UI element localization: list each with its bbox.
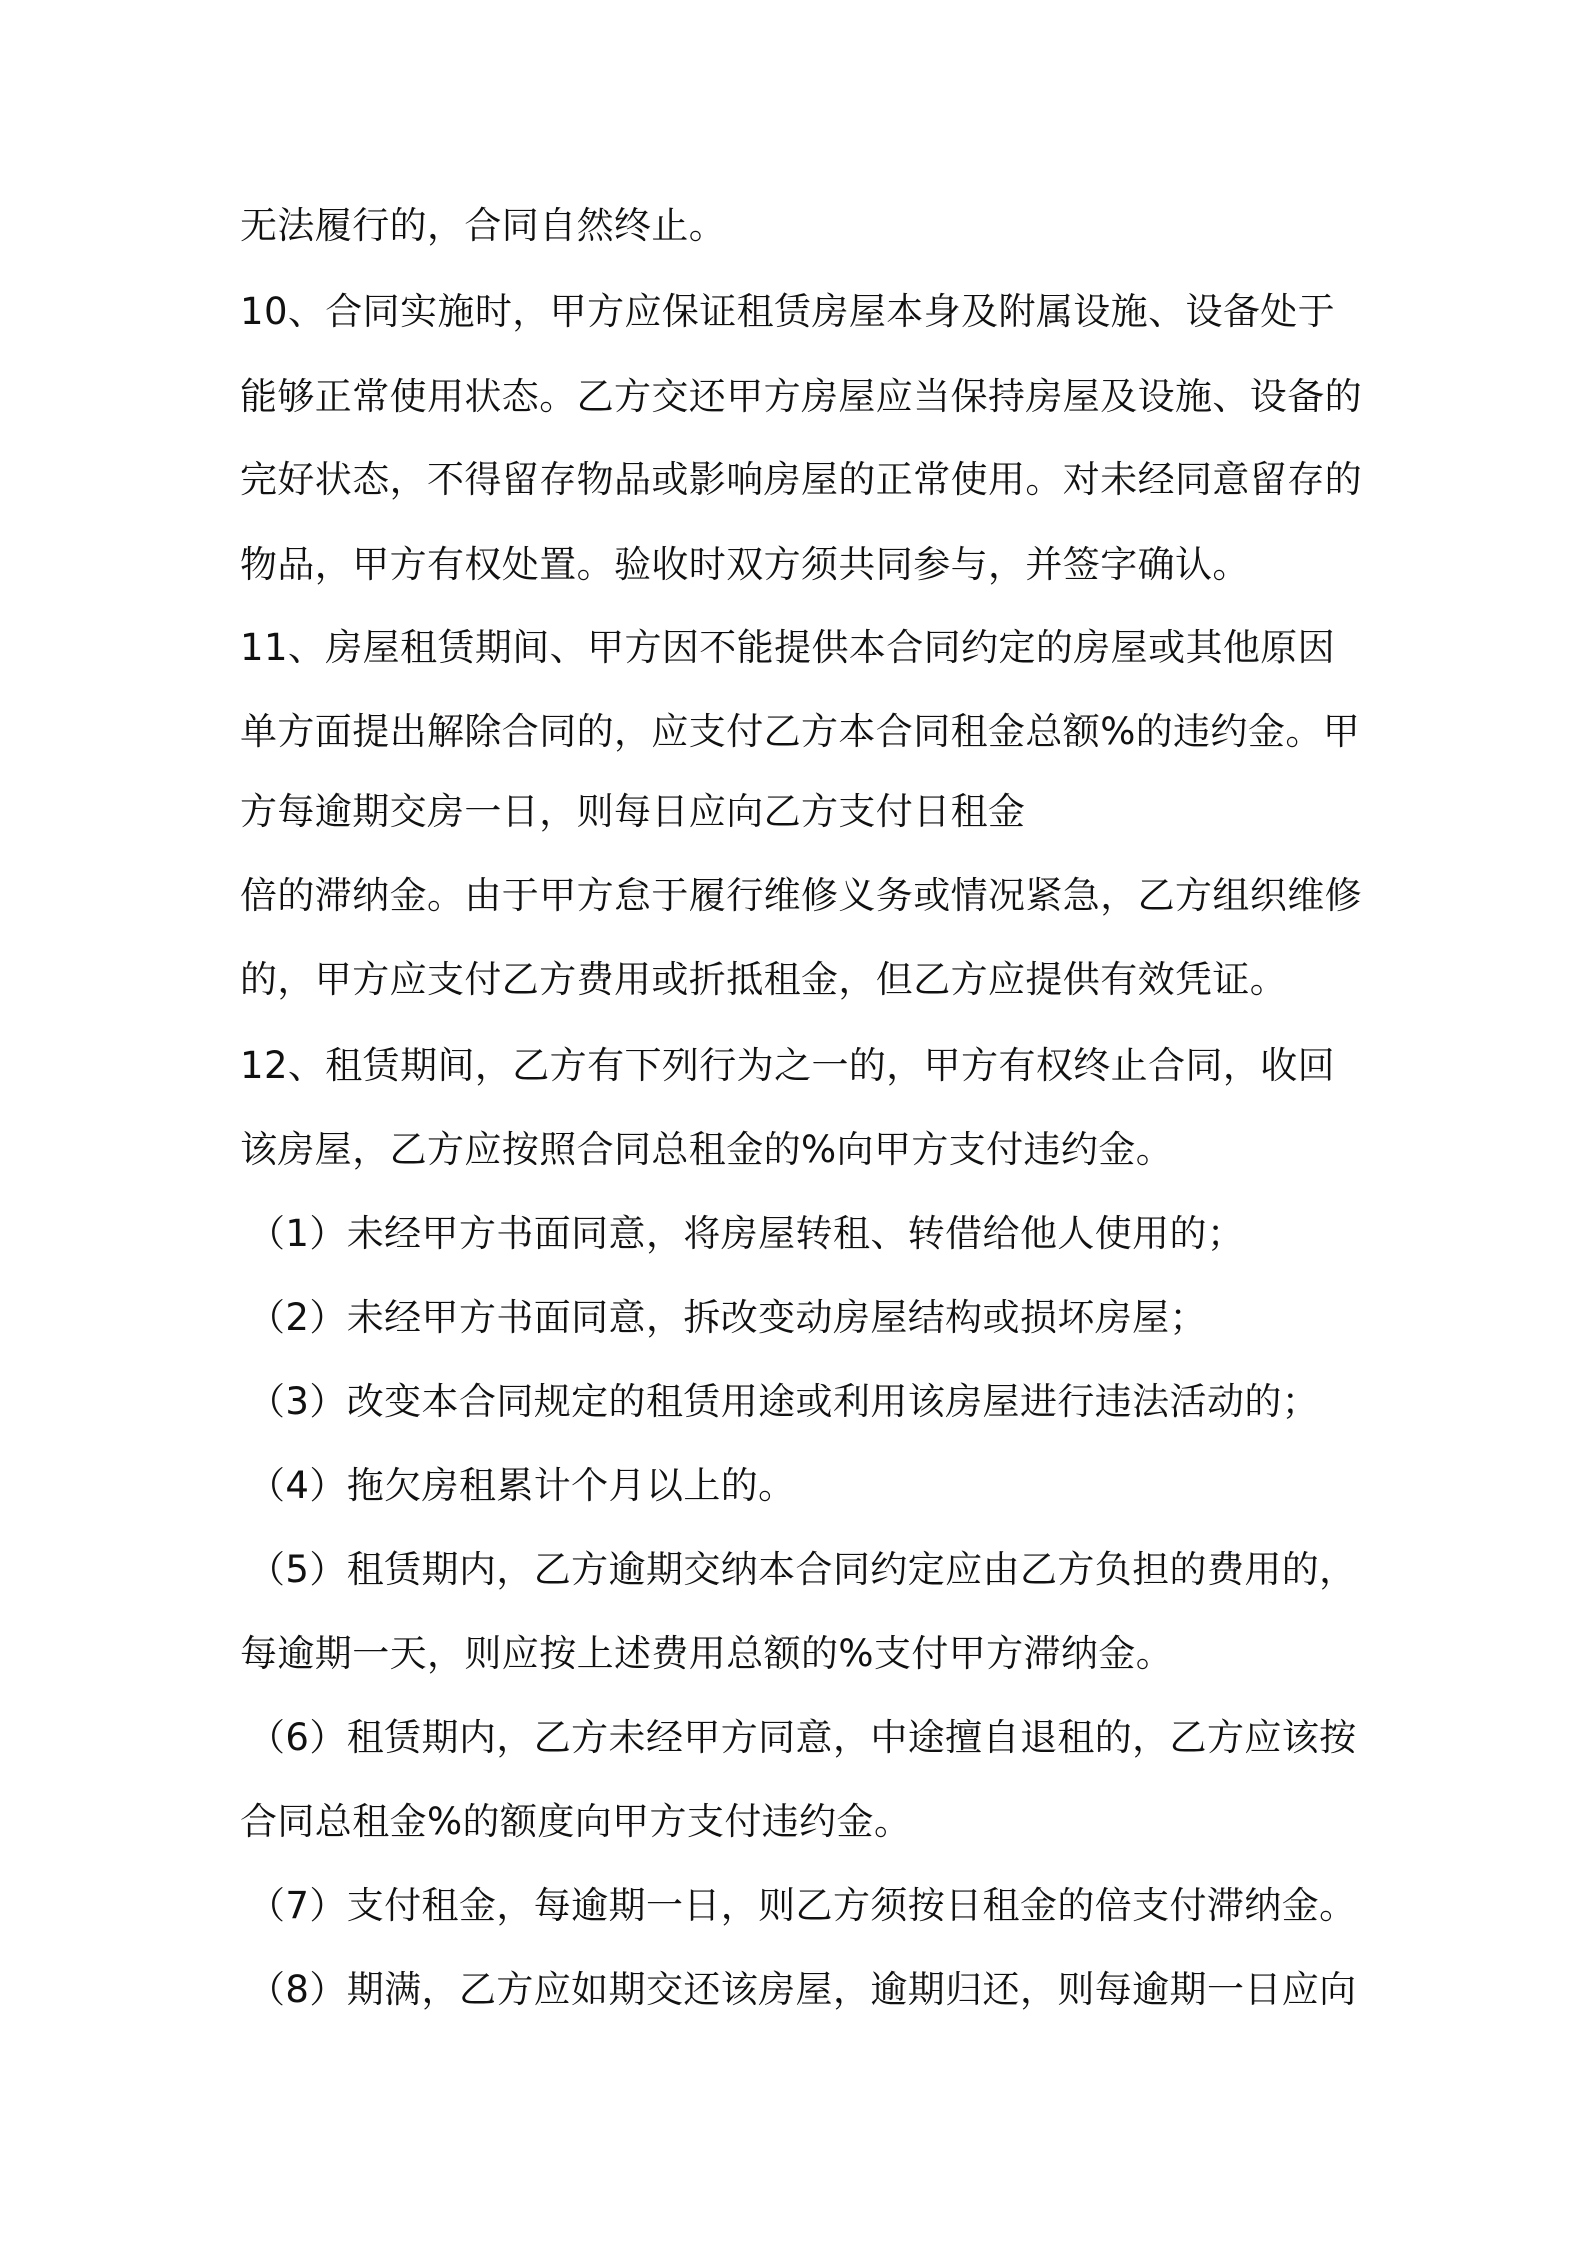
text-line-20: 合同总租金%的额度向甲方支付违约金。 — [240, 1800, 912, 1843]
text-line-4: 完好状态，不得留存物品或影响房屋的正常使用。对未经同意留存的 — [240, 458, 1362, 501]
text-line-19: （6）租赁期内，乙方未经甲方同意，中途擅自退租的，乙方应该按 — [248, 1716, 1357, 1759]
text-line-22: （8）期满，乙方应如期交还该房屋，逾期归还，则每逾期一日应向 — [248, 1968, 1357, 2011]
text-line-14: （2）未经甲方书面同意，拆改变动房屋结构或损坏房屋； — [248, 1296, 1207, 1339]
text-line-18: 每逾期一天，则应按上述费用总额的%支付甲方滞纳金。 — [240, 1632, 1174, 1675]
text-line-9: 倍的滞纳金。由于甲方怠于履行维修义务或情况紧急，乙方组织维修 — [240, 874, 1362, 917]
text-line-1: 无法履行的，合同自然终止。 — [240, 204, 727, 247]
text-line-6: 11、房屋租赁期间、甲方因不能提供本合同约定的房屋或其他原因 — [240, 626, 1336, 669]
text-line-3: 能够正常使用状态。乙方交还甲方房屋应当保持房屋及设施、设备的 — [240, 375, 1362, 418]
text-line-16: （4）拖欠房租累计个月以上的。 — [248, 1464, 796, 1507]
text-line-13: （1）未经甲方书面同意，将房屋转租、转借给他人使用的； — [248, 1212, 1245, 1255]
text-line-2: 10、合同实施时，甲方应保证租赁房屋本身及附属设施、设备处于 — [240, 290, 1336, 333]
text-line-15: （3）改变本合同规定的租赁用途或利用该房屋进行违法活动的； — [248, 1380, 1320, 1423]
text-line-7: 单方面提出解除合同的，应支付乙方本合同租金总额%的违约金。甲 — [240, 710, 1361, 753]
text-line-12: 该房屋，乙方应按照合同总租金的%向甲方支付违约金。 — [240, 1128, 1174, 1171]
text-line-5: 物品，甲方有权处置。验收时双方须共同参与，并签字确认。 — [240, 543, 1250, 586]
text-line-17: （5）租赁期内，乙方逾期交纳本合同约定应由乙方负担的费用的， — [248, 1548, 1357, 1591]
text-line-10: 的，甲方应支付乙方费用或折抵租金，但乙方应提供有效凭证。 — [240, 958, 1288, 1001]
text-line-21: （7）支付租金，每逾期一日，则乙方须按日租金的倍支付滞纳金。 — [248, 1884, 1357, 1927]
text-line-8: 方每逾期交房一日，则每日应向乙方支付日租金 — [240, 790, 1026, 833]
text-line-11: 12、租赁期间，乙方有下列行为之一的，甲方有权终止合同，收回 — [240, 1044, 1336, 1087]
